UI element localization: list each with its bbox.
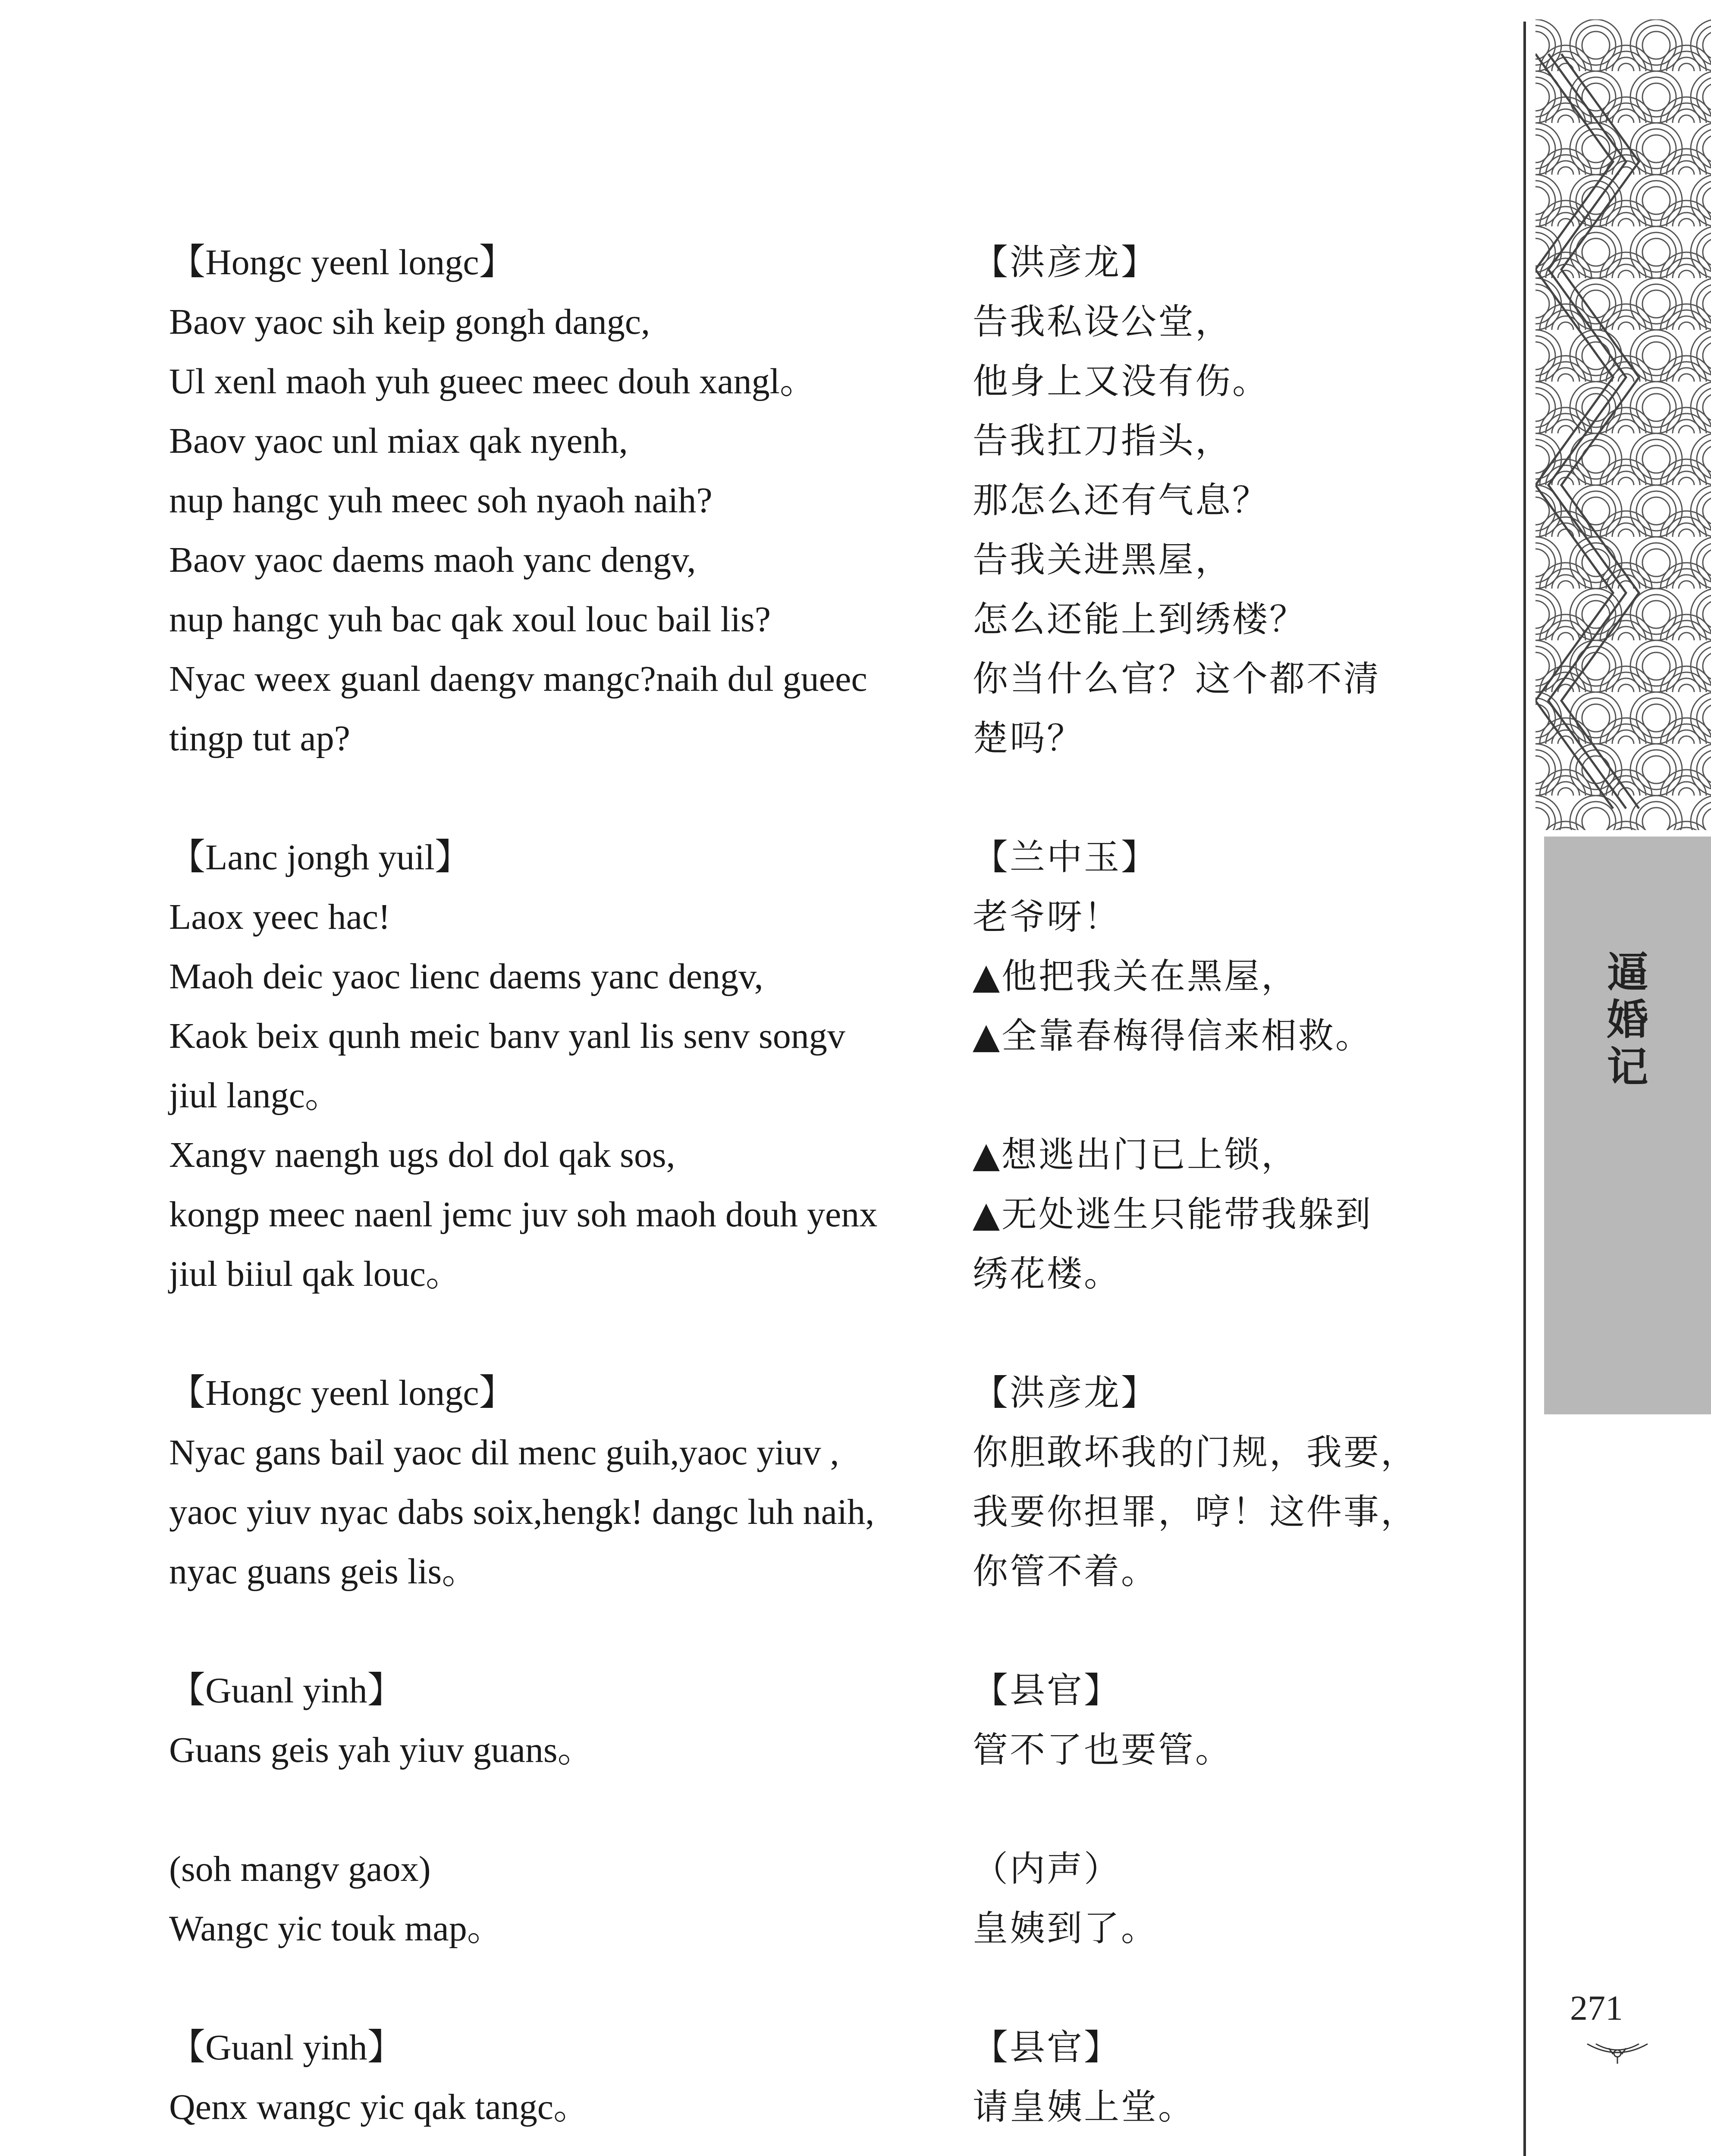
- wave-pattern-decoration: [1535, 19, 1711, 830]
- dialogue-line: nup hangc yuh bac qak xoul louc bail lis?: [169, 599, 771, 639]
- dialogue-line: 你当什么官？这个都不清: [973, 658, 1381, 699]
- ornament-icon: [1583, 2035, 1652, 2065]
- dialogue-line: Nyac weex guanl daengv mangc?naih dul gueec: [169, 659, 867, 699]
- dialogue-line: Ul xenl maoh yuh gueec meec douh xangl。: [169, 361, 816, 401]
- dialogue-line: Xangv naengh ugs dol dol qak sos,: [169, 1135, 675, 1175]
- dialogue-line: 告我私设公堂，: [973, 301, 1233, 342]
- dialogue-line: ▲想逃出门已上锁，: [973, 1134, 1299, 1175]
- speaker-label: 【Hongc yeenl longc】: [169, 242, 515, 282]
- speaker-label: 【兰中玉】: [973, 837, 1158, 878]
- dialogue-line: jiul biiul qak louc。: [169, 1254, 462, 1294]
- speaker-label: 【县官】: [973, 1670, 1121, 1711]
- dialogue-line: 你管不着。: [973, 1551, 1158, 1592]
- dialogue-line: 告我关进黑屋，: [973, 539, 1233, 580]
- margin-rule: [1523, 22, 1526, 2156]
- dialogue-line: 皇姨到了。: [973, 1908, 1158, 1949]
- dialogue-line: yaoc yiuv nyac dabs soix,hengk! dangc luh naih,: [169, 1492, 875, 1532]
- speaker-label: 【洪彦龙】: [973, 1373, 1158, 1413]
- page-number: 271: [1570, 1988, 1623, 2028]
- dialogue-line: [973, 1066, 1451, 1125]
- dialogue-line: ▲无处逃生只能带我躲到: [973, 1194, 1373, 1235]
- dialogue-line: 我要你担罪，哼！这件事，: [973, 1492, 1418, 1532]
- dialogue-line: Baov yaoc sih keip gongh dangc,: [169, 302, 650, 342]
- dialogue-line: 楚吗？: [973, 718, 1084, 759]
- dialogue-line: kongp meec naenl jemc juv soh maoh douh yenx: [169, 1194, 878, 1235]
- dialogue-line: Guans geis yah yiuv guans。: [169, 1730, 594, 1770]
- title-char: 逼: [1607, 948, 1648, 997]
- dialogue-line: nup hangc yuh meec soh nyaoh naih?: [169, 480, 713, 520]
- dialogue-line: nyac guans geis lis。: [169, 1551, 478, 1592]
- dialogue-line: 告我扛刀指头，: [973, 420, 1233, 461]
- chapter-title: [1544, 949, 1711, 1091]
- dialogue-line: 他身上又没有伤。: [973, 361, 1270, 402]
- speaker-label: 【Hongc yeenl longc】: [169, 1373, 515, 1413]
- dialogue-line: ▲全靠春梅得信来相救。: [973, 1015, 1373, 1056]
- dialogue-line: 你胆敢坏我的门规，我要，: [973, 1432, 1418, 1473]
- dialogue-line: 那怎么还有气息？: [973, 480, 1270, 521]
- dialogue-line: Nyac gans bail yaoc dil menc guih,yaoc yiuv ,: [169, 1432, 839, 1473]
- dialogue-line: 绣花楼。: [973, 1253, 1121, 1294]
- dialogue-line: Maoh deic yaoc lienc daems yanc dengv,: [169, 956, 763, 997]
- title-char: 婚: [1607, 995, 1648, 1044]
- dialogue-line: Qenx wangc yic qak tangc。: [169, 2087, 590, 2127]
- dialogue-line: 管不了也要管。: [973, 1730, 1233, 1771]
- dialogue-line: ▲他把我关在黑屋，: [973, 956, 1299, 997]
- dialogue-line: 请皇姨上堂。: [973, 2087, 1196, 2128]
- stage-direction: （内声）: [973, 1849, 1121, 1890]
- speaker-label: 【县官】: [973, 2027, 1121, 2068]
- speaker-label: 【Lanc jongh yuil】: [169, 837, 471, 877]
- title-band: [1544, 837, 1711, 1414]
- dialogue-line: Wangc yic touk map。: [169, 1908, 503, 1949]
- speaker-label: 【Guanl yinh】: [169, 2028, 404, 2068]
- dialogue-line: tingp tut ap?: [169, 718, 350, 758]
- dialogue-line: 怎么还能上到绣楼？: [973, 599, 1307, 640]
- dialogue-line: Baov yaoc daems maoh yanc dengv,: [169, 540, 696, 580]
- speaker-label: 【洪彦龙】: [973, 242, 1158, 283]
- stage-direction: (soh mangv gaox): [169, 1849, 431, 1889]
- kam-text-column: [169, 233, 937, 2137]
- chinese-text-column: [973, 233, 1451, 2137]
- dialogue-line: jiul langc。: [169, 1075, 341, 1116]
- dialogue-line: Kaok beix qunh meic banv yanl lis senv songv: [169, 1016, 845, 1056]
- dialogue-line: 老爷呀！: [973, 896, 1121, 937]
- title-char: 记: [1607, 1043, 1648, 1091]
- speaker-label: 【Guanl yinh】: [169, 1670, 404, 1711]
- dialogue-line: Baov yaoc unl miax qak nyenh,: [169, 421, 628, 461]
- dialogue-line: Laox yeec hac!: [169, 897, 390, 937]
